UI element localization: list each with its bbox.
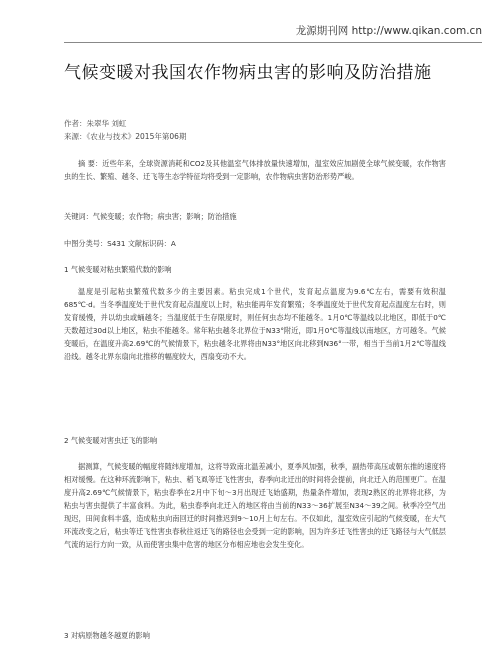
article-title: 气候变暖对我国农作物病虫害的影响及防治措施 [64, 63, 432, 83]
article-abstract: 摘 要：近些年来，全球资源消耗和CO2及其他温室气体排放量快速增加，温室效应加剧使全球气候变暖，农作物害虫的生长、繁殖、越冬、迁飞等生态学特征均将受到一定影响，农作物病虫害防治形势严峻。 [64, 159, 446, 181]
header-divider [64, 42, 482, 43]
section-1-paragraph: 温度是引起粘虫繁殖代数多少的主要因素。粘虫完成1个世代，发育起点温度为9.6℃左右，需要有效积温685℃·d。当冬季温度处于世代发育起点温度以上时，粘虫能再年发育繁殖；冬季温度处于世代发育起点温度左右时，则发育缓慢，并以幼虫或蛹越冬；当温度低于生存限度时，则任何虫态均不能越冬。1月0℃等温线以北地区，即低于0℃天数超过30d以上地区，粘虫不能越冬。常年粘虫越冬北界位于N33°附近，即1月0℃等温线以南地区，方可越冬。气候变暖后，在温度升高2.69℃的气候情景下，粘虫越冬北界将由N33°地区向北移到N36°一带，相当于当前1月2℃等温线沿线。越冬北界东扇向北推移的幅度较大，西扇变动不大。 [64, 287, 446, 361]
section-1-heading: 1 气候变暖对粘虫繁殖代数的影响 [64, 265, 172, 274]
section-2-heading: 2 气候变暖对害虫迁飞的影响 [64, 436, 158, 445]
article-author: 作者：朱翠华 刘虹 [64, 119, 127, 128]
article-keywords: 关键词：气候变暖；农作物；病虫害；影响；防治措施 [64, 212, 237, 221]
article-classification: 中图分类号：S431 文献标识码：A [64, 239, 176, 248]
article-source: 来源：《农业与技术》2015年第06期 [64, 132, 187, 141]
page-header [0, 0, 502, 40]
site-name: 龙源期刊网 http://www.qikan.com.cn [295, 25, 482, 37]
section-3-heading: 3 对病原物越冬越夏的影响 [64, 631, 150, 640]
section-2-paragraph: 据测算，气候变暖的幅度将随纬度增加，这将导致南北温差减小，夏季风加强，秋季，副热带高压或朝东推的速度将相对缓慢。在这种环流影响下，粘虫、稻飞虱等迁飞性害虫，春季向北迁出的时间将会提前，向北迁入的范围更广。在温度升高2.69℃气候情景下，粘虫春季在2月中下旬～3月出现迁飞始盛期，热量条件增加，表现2熟区的北界将北移，为粘虫与害虫提供了丰富食料。为此，粘虫春季向北迁入的地区将由当前的N33～36扩展至N34～39之间。秋季冷空气出现迟，田间食料丰盛，造成粘虫向南回迁的时间推迟到9～10月上旬左右。不仅如此，温室效应引起的气候变暖，在大气环流改变之后，粘虫等迁飞性害虫春秋往返迁飞的路径也会受到一定的影响，因为许多迁飞性害虫的迁飞路径与大气低层气流的运行方向一致，从而使害虫集中危害的地区分布相应地也会发生变化。 [64, 462, 446, 549]
